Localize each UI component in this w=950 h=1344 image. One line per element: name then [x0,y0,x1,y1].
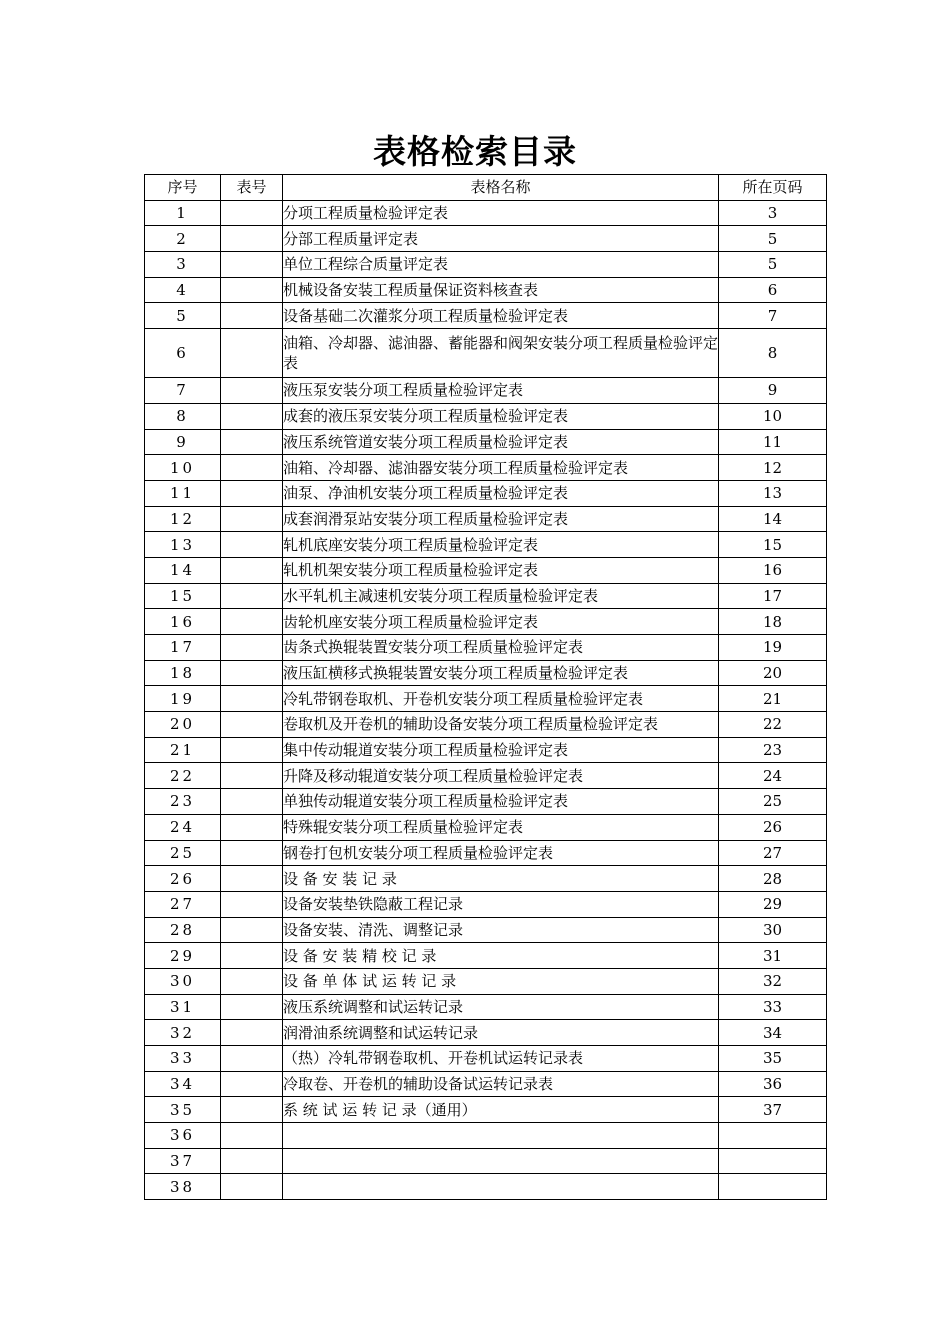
row-page: 34 [719,1020,827,1046]
table-row [145,994,827,1020]
row-name: 冷轧带钢卷取机、开卷机安装分项工程质量检验评定表 [283,686,719,712]
row-page: 10 [719,403,827,429]
row-name: 单位工程综合质量评定表 [283,252,719,278]
header-seq: 序号 [145,175,221,201]
row-seq: 22 [145,763,221,789]
row-seq: 11 [145,480,221,506]
table-row [145,506,827,532]
row-name: 液压缸横移式换辊装置安装分项工程质量检验评定表 [283,660,719,686]
table-row [145,1097,827,1123]
row-page: 5 [719,252,827,278]
header-form-no: 表号 [221,175,283,201]
row-page: 3 [719,200,827,226]
row-page: 17 [719,583,827,609]
row-seq: 7 [145,378,221,404]
form-index-table [144,174,827,1200]
row-seq: 24 [145,814,221,840]
row-form-no [221,737,283,763]
row-page: 20 [719,660,827,686]
table-row [145,840,827,866]
row-form-no [221,891,283,917]
row-form-no [221,455,283,481]
table-row [145,1123,827,1149]
row-page: 5 [719,226,827,252]
row-form-no [221,303,283,329]
row-form-no [221,968,283,994]
table-row [145,557,827,583]
row-seq: 29 [145,943,221,969]
row-page: 9 [719,378,827,404]
table-row [145,712,827,738]
row-name: 齿条式换辊装置安装分项工程质量检验评定表 [283,635,719,661]
row-page: 29 [719,891,827,917]
row-name: 冷取卷、开卷机的辅助设备试运转记录表 [283,1071,719,1097]
row-name: 液压泵安装分项工程质量检验评定表 [283,378,719,404]
table-row [145,891,827,917]
table-row [145,277,827,303]
row-page: 26 [719,814,827,840]
row-seq: 19 [145,686,221,712]
row-seq: 20 [145,712,221,738]
row-seq: 18 [145,660,221,686]
row-seq: 17 [145,635,221,661]
row-page [719,1123,827,1149]
row-form-no [221,506,283,532]
row-seq: 33 [145,1046,221,1072]
row-form-no [221,763,283,789]
row-name: 油箱、冷却器、滤油器安装分项工程质量检验评定表 [283,455,719,481]
row-page: 7 [719,303,827,329]
row-form-no [221,1097,283,1123]
table-row [145,378,827,404]
row-form-no [221,660,283,686]
table-row [145,763,827,789]
row-name: 设 备 单 体 试 运 转 记 录 [283,968,719,994]
row-form-no [221,609,283,635]
row-seq: 6 [145,329,221,378]
row-name: 特殊辊安装分项工程质量检验评定表 [283,814,719,840]
row-name: 齿轮机座安装分项工程质量检验评定表 [283,609,719,635]
row-form-no [221,480,283,506]
row-name: 轧机机架安装分项工程质量检验评定表 [283,557,719,583]
table-row [145,303,827,329]
row-form-no [221,252,283,278]
row-name: 钢卷打包机安装分项工程质量检验评定表 [283,840,719,866]
row-page: 28 [719,866,827,892]
row-page: 15 [719,532,827,558]
row-seq: 25 [145,840,221,866]
row-name: 卷取机及开卷机的辅助设备安装分项工程质量检验评定表 [283,712,719,738]
row-name: 设备安装、清洗、调整记录 [283,917,719,943]
table-header-row [145,175,827,201]
row-form-no [221,635,283,661]
row-form-no [221,943,283,969]
row-seq: 27 [145,891,221,917]
row-form-no [221,1020,283,1046]
row-name [283,1123,719,1149]
row-form-no [221,712,283,738]
row-name [283,1148,719,1174]
row-name: 设备安装垫铁隐蔽工程记录 [283,891,719,917]
row-seq: 13 [145,532,221,558]
row-name: 油泵、净油机安装分项工程质量检验评定表 [283,480,719,506]
table-row [145,252,827,278]
row-page: 32 [719,968,827,994]
row-page: 37 [719,1097,827,1123]
row-form-no [221,789,283,815]
row-name: 设备基础二次灌浆分项工程质量检验评定表 [283,303,719,329]
row-form-no [221,200,283,226]
row-page: 16 [719,557,827,583]
table-row [145,1148,827,1174]
row-name: 升降及移动辊道安装分项工程质量检验评定表 [283,763,719,789]
row-page: 11 [719,429,827,455]
row-name: 轧机底座安装分项工程质量检验评定表 [283,532,719,558]
table-row [145,1046,827,1072]
row-form-no [221,429,283,455]
row-page: 14 [719,506,827,532]
row-form-no [221,866,283,892]
row-name: 水平轧机主减速机安装分项工程质量检验评定表 [283,583,719,609]
row-name: 成套的液压泵安装分项工程质量检验评定表 [283,403,719,429]
table-row [145,200,827,226]
table-row [145,1020,827,1046]
row-form-no [221,1071,283,1097]
row-seq: 38 [145,1174,221,1200]
row-form-no [221,403,283,429]
table-row [145,583,827,609]
table-row [145,532,827,558]
row-name: 集中传动辊道安装分项工程质量检验评定表 [283,737,719,763]
row-page [719,1174,827,1200]
table-row [145,660,827,686]
row-page: 30 [719,917,827,943]
row-page: 35 [719,1046,827,1072]
row-page: 36 [719,1071,827,1097]
row-page: 25 [719,789,827,815]
row-seq: 1 [145,200,221,226]
row-form-no [221,329,283,378]
row-seq: 15 [145,583,221,609]
row-form-no [221,840,283,866]
table-row [145,866,827,892]
row-form-no [221,583,283,609]
row-form-no [221,814,283,840]
table-row [145,635,827,661]
row-seq: 32 [145,1020,221,1046]
row-form-no [221,277,283,303]
row-seq: 28 [145,917,221,943]
row-page: 21 [719,686,827,712]
row-page: 13 [719,480,827,506]
row-form-no [221,557,283,583]
row-page: 31 [719,943,827,969]
table-row [145,1071,827,1097]
row-form-no [221,994,283,1020]
row-name: 油箱、冷却器、滤油器、蓄能器和阀架安装分项工程质量检验评定表 [283,329,719,378]
row-page: 12 [719,455,827,481]
table-row [145,968,827,994]
header-page: 所在页码 [719,175,827,201]
row-seq: 16 [145,609,221,635]
row-seq: 12 [145,506,221,532]
row-name: 设 备 安 装 精 校 记 录 [283,943,719,969]
row-seq: 3 [145,252,221,278]
table-row [145,455,827,481]
row-page: 19 [719,635,827,661]
row-name [283,1174,719,1200]
row-form-no [221,378,283,404]
row-form-no [221,532,283,558]
row-form-no [221,1174,283,1200]
row-name: 成套润滑泵站安装分项工程质量检验评定表 [283,506,719,532]
row-form-no [221,686,283,712]
table-row [145,917,827,943]
row-name: 单独传动辊道安装分项工程质量检验评定表 [283,789,719,815]
table-row [145,789,827,815]
row-seq: 35 [145,1097,221,1123]
row-seq: 21 [145,737,221,763]
table-row [145,226,827,252]
table-row [145,329,827,378]
row-seq: 10 [145,455,221,481]
table-row [145,480,827,506]
row-page: 27 [719,840,827,866]
row-seq: 9 [145,429,221,455]
row-name: 机械设备安装工程质量保证资料核查表 [283,277,719,303]
table-row [145,609,827,635]
row-form-no [221,226,283,252]
row-seq: 8 [145,403,221,429]
row-page: 22 [719,712,827,738]
row-page: 33 [719,994,827,1020]
table-row [145,737,827,763]
row-name: 分项工程质量检验评定表 [283,200,719,226]
row-seq: 5 [145,303,221,329]
row-name: 液压系统调整和试运转记录 [283,994,719,1020]
row-seq: 26 [145,866,221,892]
row-seq: 34 [145,1071,221,1097]
table-row [145,1174,827,1200]
row-form-no [221,1148,283,1174]
table-row [145,686,827,712]
row-page: 6 [719,277,827,303]
row-name: 润滑油系统调整和试运转记录 [283,1020,719,1046]
row-seq: 23 [145,789,221,815]
row-page: 24 [719,763,827,789]
table-row [145,814,827,840]
row-name: 分部工程质量评定表 [283,226,719,252]
row-form-no [221,1123,283,1149]
row-page [719,1148,827,1174]
header-name: 表格名称 [283,175,719,201]
row-seq: 4 [145,277,221,303]
row-seq: 31 [145,994,221,1020]
row-name: 设 备 安 装 记 录 [283,866,719,892]
row-page: 8 [719,329,827,378]
table-row [145,403,827,429]
row-name: 液压系统管道安装分项工程质量检验评定表 [283,429,719,455]
page-title: 表格检索目录 [373,132,577,171]
row-seq: 37 [145,1148,221,1174]
row-form-no [221,917,283,943]
row-name: 系 统 试 运 转 记 录（通用） [283,1097,719,1123]
row-seq: 36 [145,1123,221,1149]
row-page: 23 [719,737,827,763]
row-seq: 14 [145,557,221,583]
row-form-no [221,1046,283,1072]
row-name: （热）冷轧带钢卷取机、开卷机试运转记录表 [283,1046,719,1072]
row-page: 18 [719,609,827,635]
table-row [145,943,827,969]
row-seq: 2 [145,226,221,252]
row-seq: 30 [145,968,221,994]
table-row [145,429,827,455]
